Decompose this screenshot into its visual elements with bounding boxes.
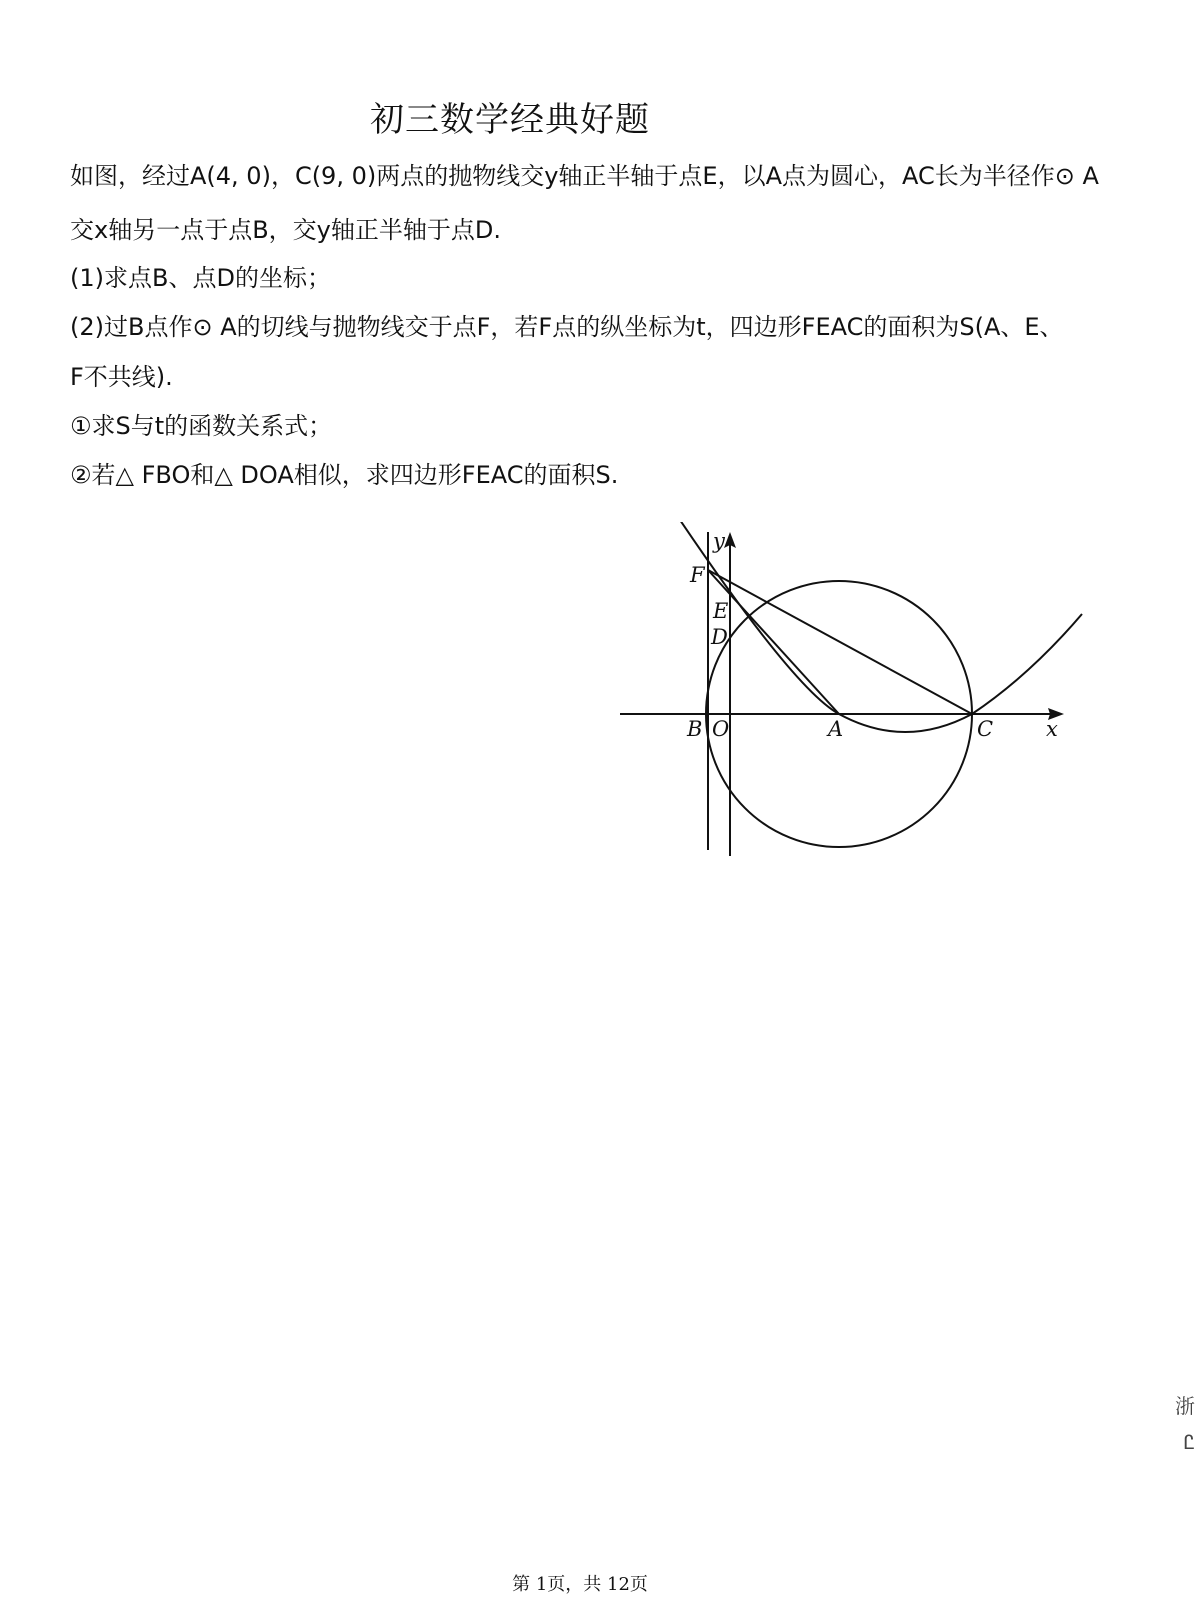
edge-mark-1: 浙 xyxy=(1175,1394,1195,1418)
problem-line-2: 交x轴另一点于点B，交y轴正半轴于点D. xyxy=(70,216,501,244)
segment-fc xyxy=(708,570,972,714)
label-c: C xyxy=(977,717,994,741)
label-b: B xyxy=(687,717,703,741)
page-title: 初三数学经典好题 xyxy=(370,100,650,140)
parabola xyxy=(680,522,1082,732)
label-y: y xyxy=(713,529,725,553)
label-o: O xyxy=(712,717,730,741)
label-x: x xyxy=(1046,717,1058,741)
problem-line-6: ①求S与t的函数关系式； xyxy=(70,412,333,440)
problem-line-5: F不共线). xyxy=(70,363,173,391)
geometry-figure xyxy=(612,522,1106,882)
label-d: D xyxy=(711,625,728,649)
edge-mark-2: Ꮭ xyxy=(1183,1430,1195,1454)
label-e: E xyxy=(713,599,729,623)
problem-line-7: ②若△ FBO和△ DOA相似，求四边形FEAC的面积S. xyxy=(70,461,619,489)
page-footer: 第 1页，共 12页 xyxy=(512,1574,648,1595)
label-a: A xyxy=(828,717,844,741)
problem-line-4: (2)过B点作⊙ A的切线与抛物线交于点F，若F点的纵坐标为t，四边形FEAC的面积为S(A、E、 xyxy=(70,313,1064,341)
problem-line-3: (1)求点B、点D的坐标； xyxy=(70,264,331,292)
problem-line-1: 如图，经过A(4, 0)，C(9, 0)两点的抛物线交y轴正半轴于点E，以A点为圆心，AC长为半径作⊙ A xyxy=(70,162,1099,190)
label-f: F xyxy=(690,563,705,587)
